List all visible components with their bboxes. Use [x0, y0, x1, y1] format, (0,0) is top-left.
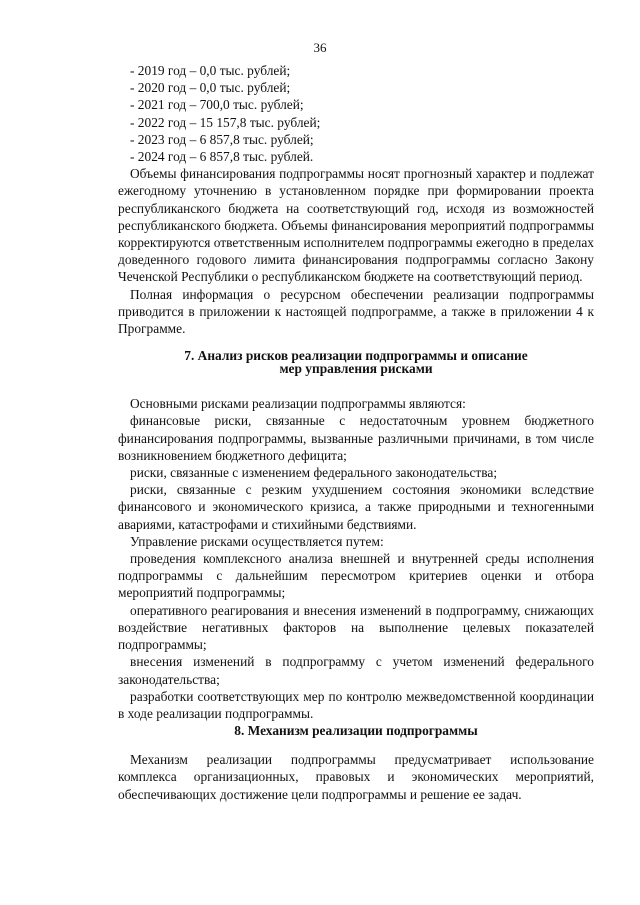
- funding-year-item: - 2021 год – 700,0 тыс. рублей;: [130, 97, 304, 113]
- resource-paragraph: Полная информация о ресурсном обеспечении реализации подпрограммы приводится в приложении к настоящей подпрограмме, а также в приложении 4 к Программе.: [118, 286, 594, 337]
- funding-year-item: - 2024 год – 6 857,8 тыс. рублей.: [130, 149, 314, 165]
- section-7-paragraph: внесения изменений в подпрограмму с учетом изменений федерального законодательства;: [118, 654, 594, 687]
- section-7-paragraph: финансовые риски, связанные с недостаточным уровнем бюджетного финансирования подпрограммы, вызванные различными причинами, в том числе возникновением бюджетного дефицита;: [118, 413, 594, 463]
- section-7-paragraph: Управление рисками осуществляется путем:: [130, 533, 384, 549]
- section-7-paragraph: разработки соответствующих мер по контролю межведомственной координации в ходе реализации подпрограммы.: [118, 688, 594, 721]
- funding-year-item: - 2022 год – 15 157,8 тыс. рублей;: [130, 114, 321, 130]
- section-7-paragraph: риски, связанные с изменением федерального законодательства;: [130, 465, 498, 481]
- section-7-paragraph: Основными рисками реализации подпрограммы являются:: [130, 396, 466, 412]
- funding-year-item: - 2023 год – 6 857,8 тыс. рублей;: [130, 131, 314, 147]
- section-7-title-line2: мер управления рисками: [279, 361, 433, 377]
- funding-year-item: - 2019 год – 0,0 тыс. рублей;: [130, 63, 291, 78]
- page-content: [118, 62, 594, 803]
- funding-years-list: [118, 62, 594, 165]
- section-8-heading: 8. Механизм реализации подпрограммы: [234, 723, 478, 739]
- section-7-paragraph: оперативного реагирования и внесения изменений в подпрограмму, снижающих воздействие негативных факторов на выполнение целевых показателей подпрограммы;: [118, 602, 594, 653]
- section-7-paragraph: проведения комплексного анализа внешней и внутренней среды исполнения подпрограммы с дальнейшим пересмотром критериев оценки и отбора мероприятий подпрограммы;: [118, 551, 594, 601]
- section-7-paragraph: риски, связанные с резким ухудшением состояния экономики вследствие финансового и экономического кризиса, а также природными и техногенными авариями, катастрофами и стихийными бедствиями.: [118, 482, 594, 532]
- funding-paragraph: Объемы финансирования подпрограммы носят прогнозный характер и подлежат ежегодному уточнению в установленном порядке при формировании проекта республиканского бюджета на соответствующий год, исходя из возможностей республиканского бюджета. Объемы финансирования мероприятий подпрограммы корректируются ответственным исполнителем подпрограммы ежегодно в пределах доведенного годового лимита финансирования подпрограммы согласно Закону Чеченской Республики о республиканском бюджете на соответствующий период.: [118, 166, 594, 285]
- section-7-title-line1: 7. Анализ рисков реализации подпрограммы и описание: [184, 348, 528, 364]
- funding-year-item: - 2020 год – 0,0 тыс. рублей;: [130, 80, 291, 96]
- page-number: 36: [313, 40, 327, 55]
- section-8-paragraph: Механизм реализации подпрограммы предусматривает использование комплекса организационных, правовых и экономических мероприятий, обеспечивающих достижение цели подпрограммы и решение ее задач.: [118, 752, 594, 802]
- section-7-heading: [118, 349, 594, 375]
